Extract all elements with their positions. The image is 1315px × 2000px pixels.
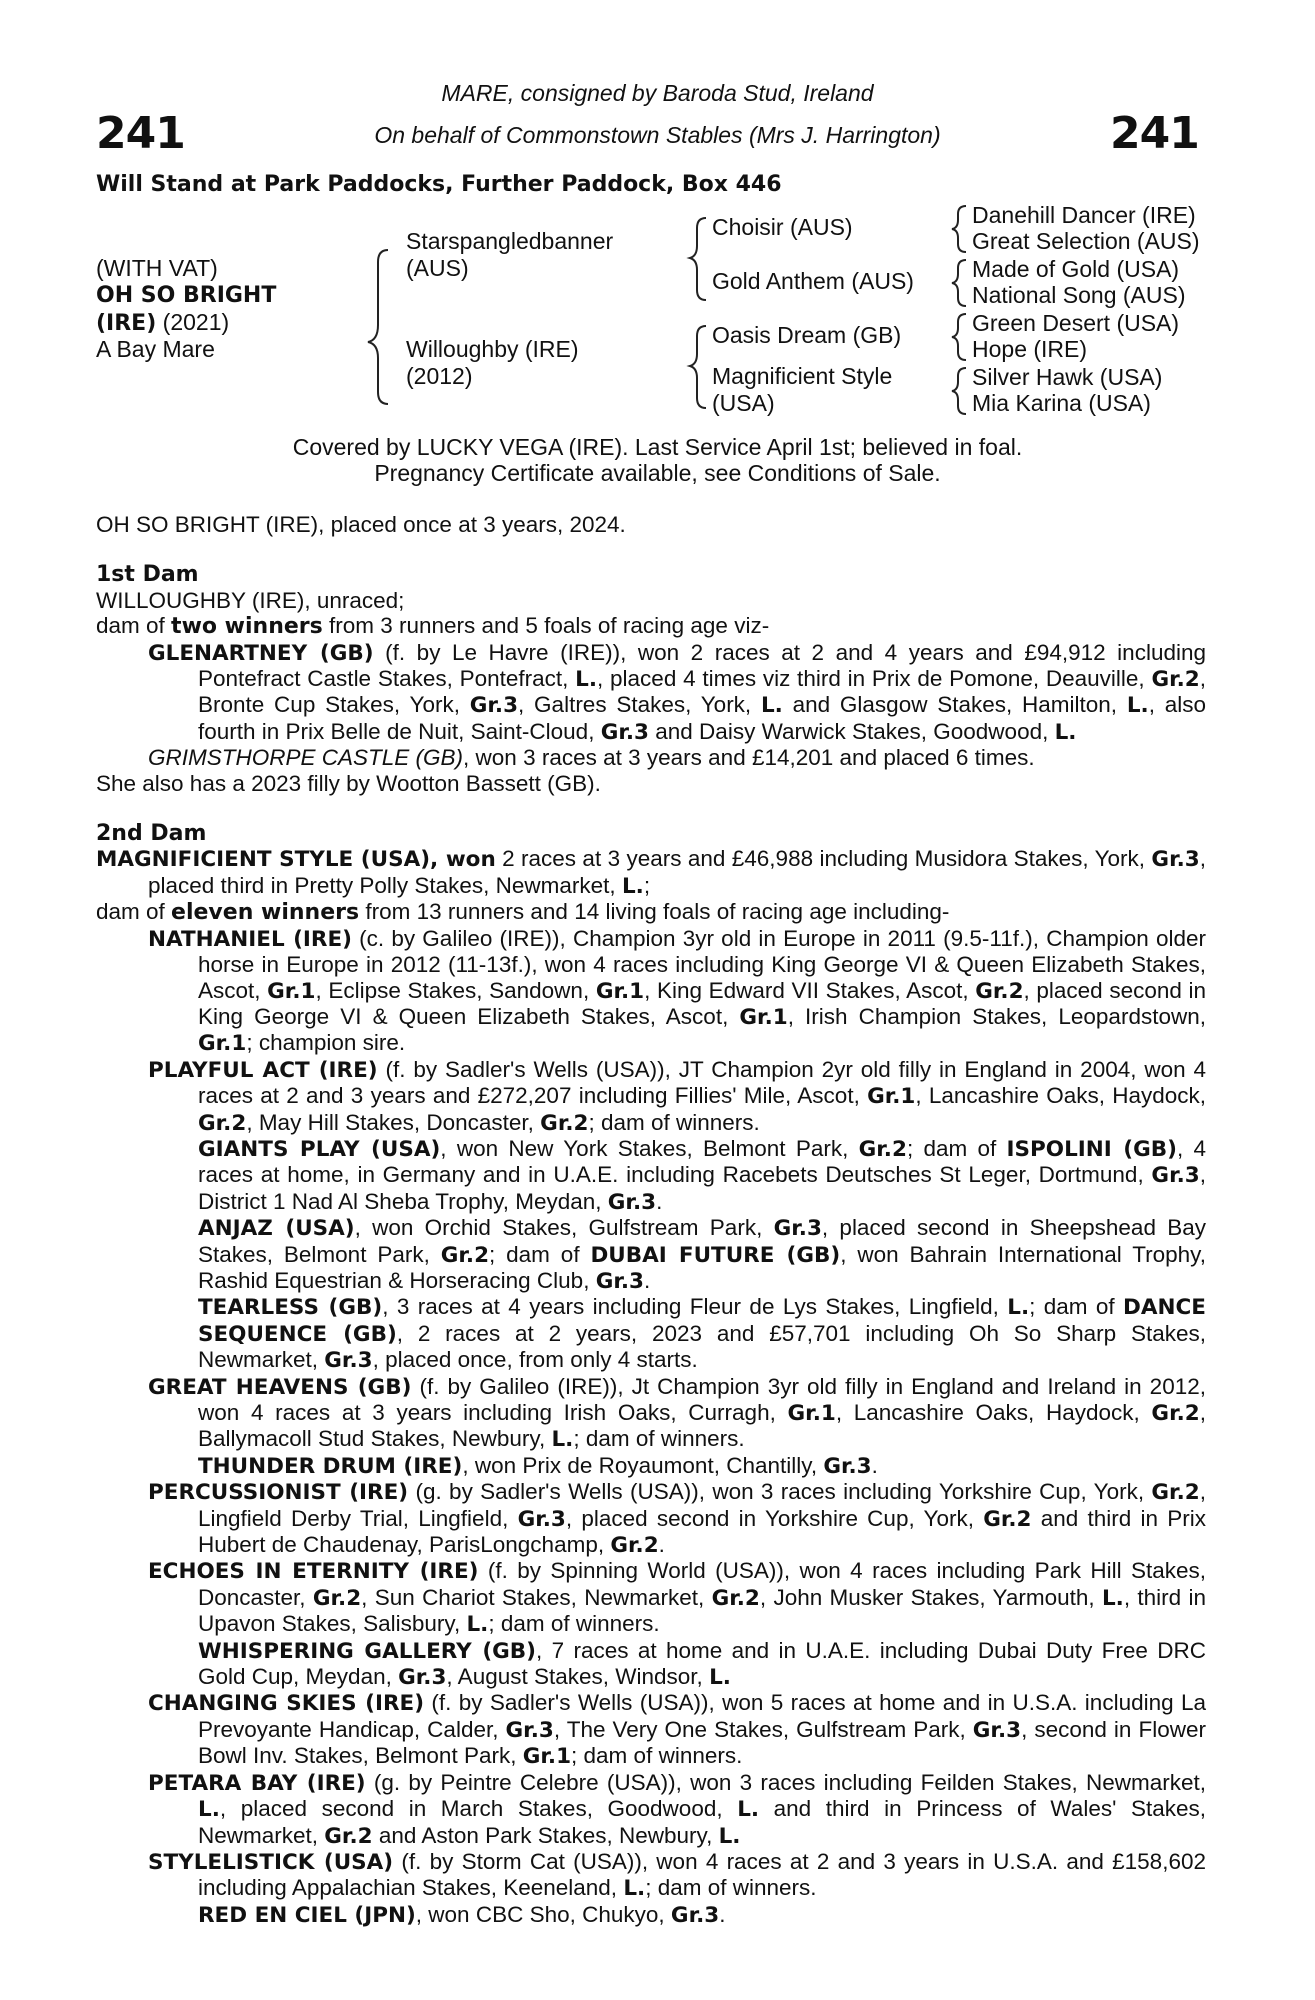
- brace-sire: [690, 218, 706, 300]
- location-line: Will Stand at Park Paddocks, Further Paddock, Box 446: [96, 172, 782, 197]
- dam-sire: Oasis Dream (GB): [712, 322, 902, 348]
- brace-ds: [952, 314, 966, 360]
- first-dam-line: WILLOUGHBY (IRE), unraced;: [96, 587, 405, 613]
- entry-echoes-in-eternity: ECHOES IN ETERNITY (IRE) (f. by Spinning World (USA)), won 4 races including Park Hill Stakes, Doncaster, Gr.2, Sun Chariot Stakes, Newmarket, Gr.2, John Musker Stakes, Yarmouth, L., third in Upavon Stakes, Salisbury, L.; dam of winners.: [148, 1558, 1207, 1638]
- entry-grimsthorpe: GRIMSTHORPE CASTLE (GB), won 3 races at 3 years and £14,201 and placed 6 times.: [148, 745, 1035, 771]
- lot-number-right: 241: [1110, 108, 1199, 159]
- entry-whispering-gallery: WHISPERING GALLERY (GB), 7 races at home and in U.A.E. including Dubai Duty Free DRC Gold Cup, Meydan, Gr.3, August Stakes, Windsor, L.: [198, 1637, 1206, 1691]
- horse-year: (2021): [162, 309, 230, 335]
- entry-stylelistick: STYLELISTICK (USA) (f. by Storm Cat (USA)), won 4 races at 2 and 3 years in U.S.A. and £158,602 including Appalachian Stakes, Keeneland, L.; dam of winners.: [148, 1848, 1206, 1902]
- horse-name: OH SO BRIGHT: [96, 283, 277, 308]
- ped-dss: Green Desert (USA): [972, 310, 1180, 336]
- entry-thunder-drum: THUNDER DRUM (IRE), won Prix de Royaumont, Chantilly, Gr.3.: [198, 1452, 878, 1479]
- first-dam-heading: 1st Dam: [96, 562, 199, 588]
- first-dam-produce: dam of two winners from 3 runners and 5 foals of racing age viz-: [96, 613, 770, 640]
- ped-sdd: National Song (AUS): [972, 282, 1186, 308]
- entry-red-en-ciel: RED EN CIEL (JPN), won CBC Sho, Chukyo, Gr.3.: [198, 1901, 726, 1928]
- entry-percussionist: PERCUSSIONIST (IRE) (g. by Sadler's Wells (USA)), won 3 races including Yorkshire Cup, York, Gr.2, Lingfield Derby Trial, Lingfield, Gr.3, placed second in Yorkshire Cup, York, Gr.2 and third in Prix Hubert de Chaudenay, ParisLongchamp, Gr.2.: [148, 1479, 1206, 1559]
- sire-country: (AUS): [406, 255, 469, 281]
- ped-sds: Made of Gold (USA): [972, 256, 1180, 282]
- entry-petara-bay: PETARA BAY (IRE) (g. by Peintre Celebre (USA)), won 3 races including Feilden Stakes, Newmarket, L., placed second in March Stakes, Goodwood, L. and third in Princess of Wales' Stakes, Newmarket, Gr.2 and Aston Park Stakes, Newbury, L.: [148, 1769, 1206, 1849]
- covered-line-1: Covered by LUCKY VEGA (IRE). Last Service April 1st; believed in foal.: [292, 434, 1023, 460]
- horse-description: A Bay Mare: [96, 336, 215, 362]
- dam-dam-country: (USA): [712, 390, 775, 416]
- sire-name: Starspangledbanner: [406, 228, 614, 254]
- ped-dsd: Hope (IRE): [972, 336, 1088, 362]
- consignment-line-2: On behalf of Commonstown Stables (Mrs J. Harrington): [374, 122, 941, 148]
- brace-sd: [952, 260, 966, 306]
- catalogue-body: [96, 512, 1206, 1928]
- horse-summary: OH SO BRIGHT (IRE), placed once at 3 years, 2024.: [96, 512, 626, 537]
- dam-year: (2012): [406, 363, 473, 389]
- entry-great-heavens: GREAT HEAVENS (GB) (f. by Galileo (IRE)), Jt Champion 3yr old filly in England and Ireland in 2012, won 4 races at 3 years including Irish Oaks, Curragh, Gr.1, Lancashire Oaks, Haydock, Gr.2, Ballymacoll Stud Stakes, Newbury, L.; dam of winners.: [148, 1373, 1206, 1453]
- first-dam-also: She also has a 2023 filly by Wootton Bassett (GB).: [96, 770, 601, 796]
- ped-sss: Danehill Dancer (IRE): [972, 202, 1196, 228]
- entry-anjaz: ANJAZ (USA), won Orchid Stakes, Gulfstream Park, Gr.3, placed second in Sheepshead Bay Stakes, Belmont Park, Gr.2; dam of DUBAI FUTURE (GB), won Bahrain International Trophy, Rashid Equestrian & Horseracing Club, Gr.3.: [198, 1215, 1206, 1294]
- brace-ss: [952, 206, 966, 252]
- sire-sire: Choisir (AUS): [712, 214, 853, 240]
- ped-ssd: Great Selection (AUS): [972, 228, 1200, 254]
- ped-dds: Silver Hawk (USA): [972, 364, 1163, 390]
- entry-playful-act: PLAYFUL ACT (IRE) (f. by Sadler's Wells (USA)), JT Champion 2yr old filly in England in 2004, won 4 races at 2 and 3 years and £272,207 including Fillies' Mile, Ascot, Gr.1, Lancashire Oaks, Haydock, Gr.2, May Hill Stakes, Doncaster, Gr.2; dam of winners.: [148, 1056, 1207, 1136]
- dam-name: Willoughby (IRE): [406, 336, 579, 362]
- vat-note: (WITH VAT): [96, 255, 218, 281]
- consignment-line-1: MARE, consigned by Baroda Stud, Ireland: [441, 80, 874, 106]
- entry-magnificient: MAGNIFICIENT STYLE (USA), won 2 races at 3 years and £46,988 including Musidora Stakes, York, Gr.3, placed third in Pretty Polly Stakes, Newmarket, L.;: [96, 846, 1206, 899]
- entry-tearless: TEARLESS (GB), 3 races at 4 years including Fleur de Lys Stakes, Lingfield, L.; dam of DANCE SEQUENCE (GB), 2 races at 2 years, 2023 and £57,701 including Oh So Sharp Stakes, Newmarket, Gr.3, placed once, from only 4 starts.: [198, 1294, 1207, 1374]
- covered-line-2: Pregnancy Certificate available, see Conditions of Sale.: [374, 460, 941, 486]
- second-dam-produce: dam of eleven winners from 13 runners and 14 living foals of racing age including-: [96, 899, 950, 926]
- entry-changing-skies: CHANGING SKIES (IRE) (f. by Sadler's Wells (USA)), won 5 races at home and in U.S.A. including La Prevoyante Handicap, Calder, Gr.3, The Very One Stakes, Gulfstream Park, Gr.3, second in Flower Bowl Inv. Stakes, Belmont Park, Gr.1; dam of winners.: [148, 1690, 1207, 1770]
- lot-number-left: 241: [96, 108, 185, 159]
- brace-main: [368, 250, 388, 404]
- entry-giants-play: GIANTS PLAY (USA), won New York Stakes, Belmont Park, Gr.2; dam of ISPOLINI (GB), 4 races at home, in Germany and in U.A.E. including Racebets Deutsches St Leger, Dortmund, Gr.3, District 1 Nad Al Sheba Trophy, Meydan, Gr.3.: [198, 1135, 1206, 1215]
- second-dam-heading: 2nd Dam: [96, 821, 207, 847]
- entry-nathaniel: NATHANIEL (IRE) (c. by Galileo (IRE)), Champion 3yr old in Europe in 2011 (9.5-11f.), Champion older horse in Europe in 2012 (11-13f.), won 4 races including King George VI & Queen Elizabeth Stakes, Ascot, Gr.1, Eclipse Stakes, Sandown, Gr.1, King Edward VII Stakes, Ascot, Gr.2, placed second in King George VI & Queen Elizabeth Stakes, Ascot, Gr.1, Irish Champion Stakes, Leopardstown, Gr.1; champion sire.: [148, 925, 1206, 1057]
- ped-ddd: Mia Karina (USA): [972, 390, 1151, 416]
- sire-dam: Gold Anthem (AUS): [712, 268, 914, 294]
- brace-dam: [690, 326, 706, 408]
- dam-dam: Magnificient Style: [712, 363, 893, 389]
- entry-glenartney: GLENARTNEY (GB) (f. by Le Havre (IRE)), won 2 races at 2 and 4 years and £94,912 including Pontefract Castle Stakes, Pontefract, L., placed 4 times viz third in Prix de Pomone, Deauville, Gr.2, Bronte Cup Stakes, York, Gr.3, Galtres Stakes, York, L. and Glasgow Stakes, Hamilton, L., also fourth in Prix Belle de Nuit, Saint-Cloud, Gr.3 and Daisy Warwick Stakes, Goodwood, L.: [148, 639, 1207, 745]
- horse-country: (IRE): [96, 311, 157, 336]
- brace-dd: [952, 368, 966, 414]
